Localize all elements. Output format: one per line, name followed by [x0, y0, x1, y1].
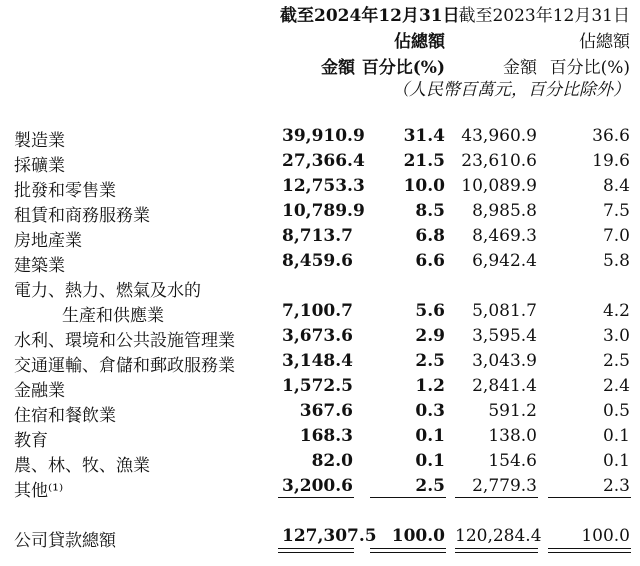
header-pct-2023: 百分比(%): [549, 58, 630, 78]
amount-2023: 8,985.8: [472, 201, 537, 221]
subtotal-rule: [370, 497, 446, 498]
pct-2024: 21.5: [403, 151, 445, 171]
amount-2024: 7,100.7: [282, 301, 353, 321]
amount-2024: 3,673.6: [282, 326, 353, 346]
amount-2024: 10,789.9: [282, 201, 365, 221]
amount-2024: 12,753.3: [282, 176, 365, 196]
pct-2024: 1.2: [415, 376, 445, 396]
amount-2023: 3,595.4: [472, 326, 537, 346]
amount-2024: 8,459.6: [282, 251, 353, 271]
table-row: [0, 251, 640, 275]
amount-2023: 138.0: [488, 426, 537, 446]
row-label: 水利、環境和公共設施管理業: [14, 331, 235, 351]
pct-2024: 0.1: [415, 451, 445, 471]
row-label: 製造業: [14, 131, 65, 151]
pct-2023: 7.0: [602, 226, 630, 246]
total-pct-2023: 100.0: [581, 526, 630, 546]
row-label: 住宿和餐飲業: [14, 406, 116, 426]
row-label: 電力、熱力、燃氣及水的: [14, 281, 201, 301]
header-pct-2024: 百分比(%): [361, 58, 445, 78]
pct-2023: 36.6: [592, 126, 630, 146]
total-label: 公司貸款總額: [14, 531, 116, 551]
header-share-2023: 佔總額: [579, 32, 630, 52]
amount-2023: 154.6: [488, 451, 537, 471]
total-double-rule: [548, 548, 631, 553]
header-period-2024: 截至2024年12月31日: [280, 6, 460, 26]
amount-2023: 10,089.9: [461, 176, 537, 196]
pct-2024: 0.3: [415, 401, 445, 421]
amount-2023: 3,043.9: [472, 351, 537, 371]
amount-2024: 82.0: [311, 451, 353, 471]
table-row: [0, 151, 640, 175]
table-row-label-line: [0, 276, 640, 300]
pct-2023: 4.2: [602, 301, 630, 321]
subtotal-rule: [548, 497, 631, 498]
pct-2023: 19.6: [592, 151, 630, 171]
amount-2023: 2,841.4: [472, 376, 537, 396]
pct-2023: 0.5: [602, 401, 630, 421]
pct-2023: 7.5: [602, 201, 630, 221]
total-double-rule: [455, 548, 538, 553]
table-row: [0, 326, 640, 350]
pct-2024: 6.8: [415, 226, 445, 246]
header-period-2023: 截至2023年12月31日: [458, 6, 630, 26]
table-row: [0, 226, 640, 250]
table-row: [0, 351, 640, 375]
row-label-continued: 生產和供應業: [62, 306, 164, 326]
row-label: 租賃和商務服務業: [14, 206, 150, 226]
pct-2024: 10.0: [403, 176, 445, 196]
pct-2024: 8.5: [415, 201, 445, 221]
unit-note: （人民幣百萬元，百分比除外）: [392, 80, 630, 100]
row-label: 建築業: [14, 256, 65, 276]
pct-2023: 0.1: [602, 451, 630, 471]
pct-2023: 2.4: [602, 376, 630, 396]
table-row: [0, 301, 640, 325]
amount-2023: 43,960.9: [461, 126, 537, 146]
amount-2024: 367.6: [299, 401, 353, 421]
pct-2024: 0.1: [415, 426, 445, 446]
header-amount-2023: 金額: [503, 58, 537, 78]
total-amount-2024: 127,307.5: [282, 526, 377, 546]
row-label: 教育: [14, 431, 48, 451]
pct-2024: 31.4: [403, 126, 445, 146]
table-row: [0, 126, 640, 150]
pct-2024: 2.9: [415, 326, 445, 346]
amount-2024: 1,572.5: [282, 376, 353, 396]
pct-2023: 8.4: [602, 176, 630, 196]
amount-2024: 27,366.4: [282, 151, 365, 171]
total-pct-2024: 100.0: [391, 526, 445, 546]
row-label: 農、林、牧、漁業: [14, 456, 150, 476]
row-label: 金融業: [14, 381, 65, 401]
pct-2024: 6.6: [415, 251, 445, 271]
subtotal-rule: [278, 497, 354, 498]
amount-2023: 8,469.3: [472, 226, 537, 246]
pct-2023: 5.8: [602, 251, 630, 271]
total-double-rule: [278, 548, 354, 553]
amount-2023: 6,942.4: [472, 251, 537, 271]
pct-2024: 2.5: [415, 476, 445, 496]
row-label: 採礦業: [14, 156, 65, 176]
header-amount-2024: 金額: [321, 58, 355, 78]
amount-2023: 2,779.3: [472, 476, 537, 496]
table-row: [0, 451, 640, 475]
row-label: 交通運輸、倉儲和郵政服務業: [14, 356, 235, 376]
row-label: 房地產業: [14, 231, 82, 251]
table-row: [0, 201, 640, 225]
pct-2023: 2.3: [602, 476, 630, 496]
amount-2024: 39,910.9: [282, 126, 365, 146]
amount-2024: 3,148.4: [282, 351, 353, 371]
pct-2024: 2.5: [415, 351, 445, 371]
total-row: [0, 526, 640, 550]
pct-2024: 5.6: [415, 301, 445, 321]
amount-2024: 3,200.6: [282, 476, 353, 496]
total-amount-2023: 120,284.4: [455, 526, 542, 546]
amount-2024: 8,713.7: [282, 226, 353, 246]
pct-2023: 2.5: [602, 351, 630, 371]
table-row: [0, 176, 640, 200]
pct-2023: 0.1: [602, 426, 630, 446]
amount-2023: 591.2: [488, 401, 537, 421]
pct-2023: 3.0: [602, 326, 630, 346]
row-label: 批發和零售業: [14, 181, 116, 201]
header-share-2024: 佔總額: [394, 32, 445, 52]
amount-2023: 23,610.6: [461, 151, 537, 171]
total-double-rule: [370, 548, 446, 553]
amount-2023: 5,081.7: [472, 301, 537, 321]
row-label: 其他⁽¹⁾: [14, 481, 64, 501]
table-row: [0, 426, 640, 450]
amount-2024: 168.3: [299, 426, 353, 446]
table-row: [0, 376, 640, 400]
table-row: [0, 401, 640, 425]
subtotal-rule: [455, 497, 538, 498]
